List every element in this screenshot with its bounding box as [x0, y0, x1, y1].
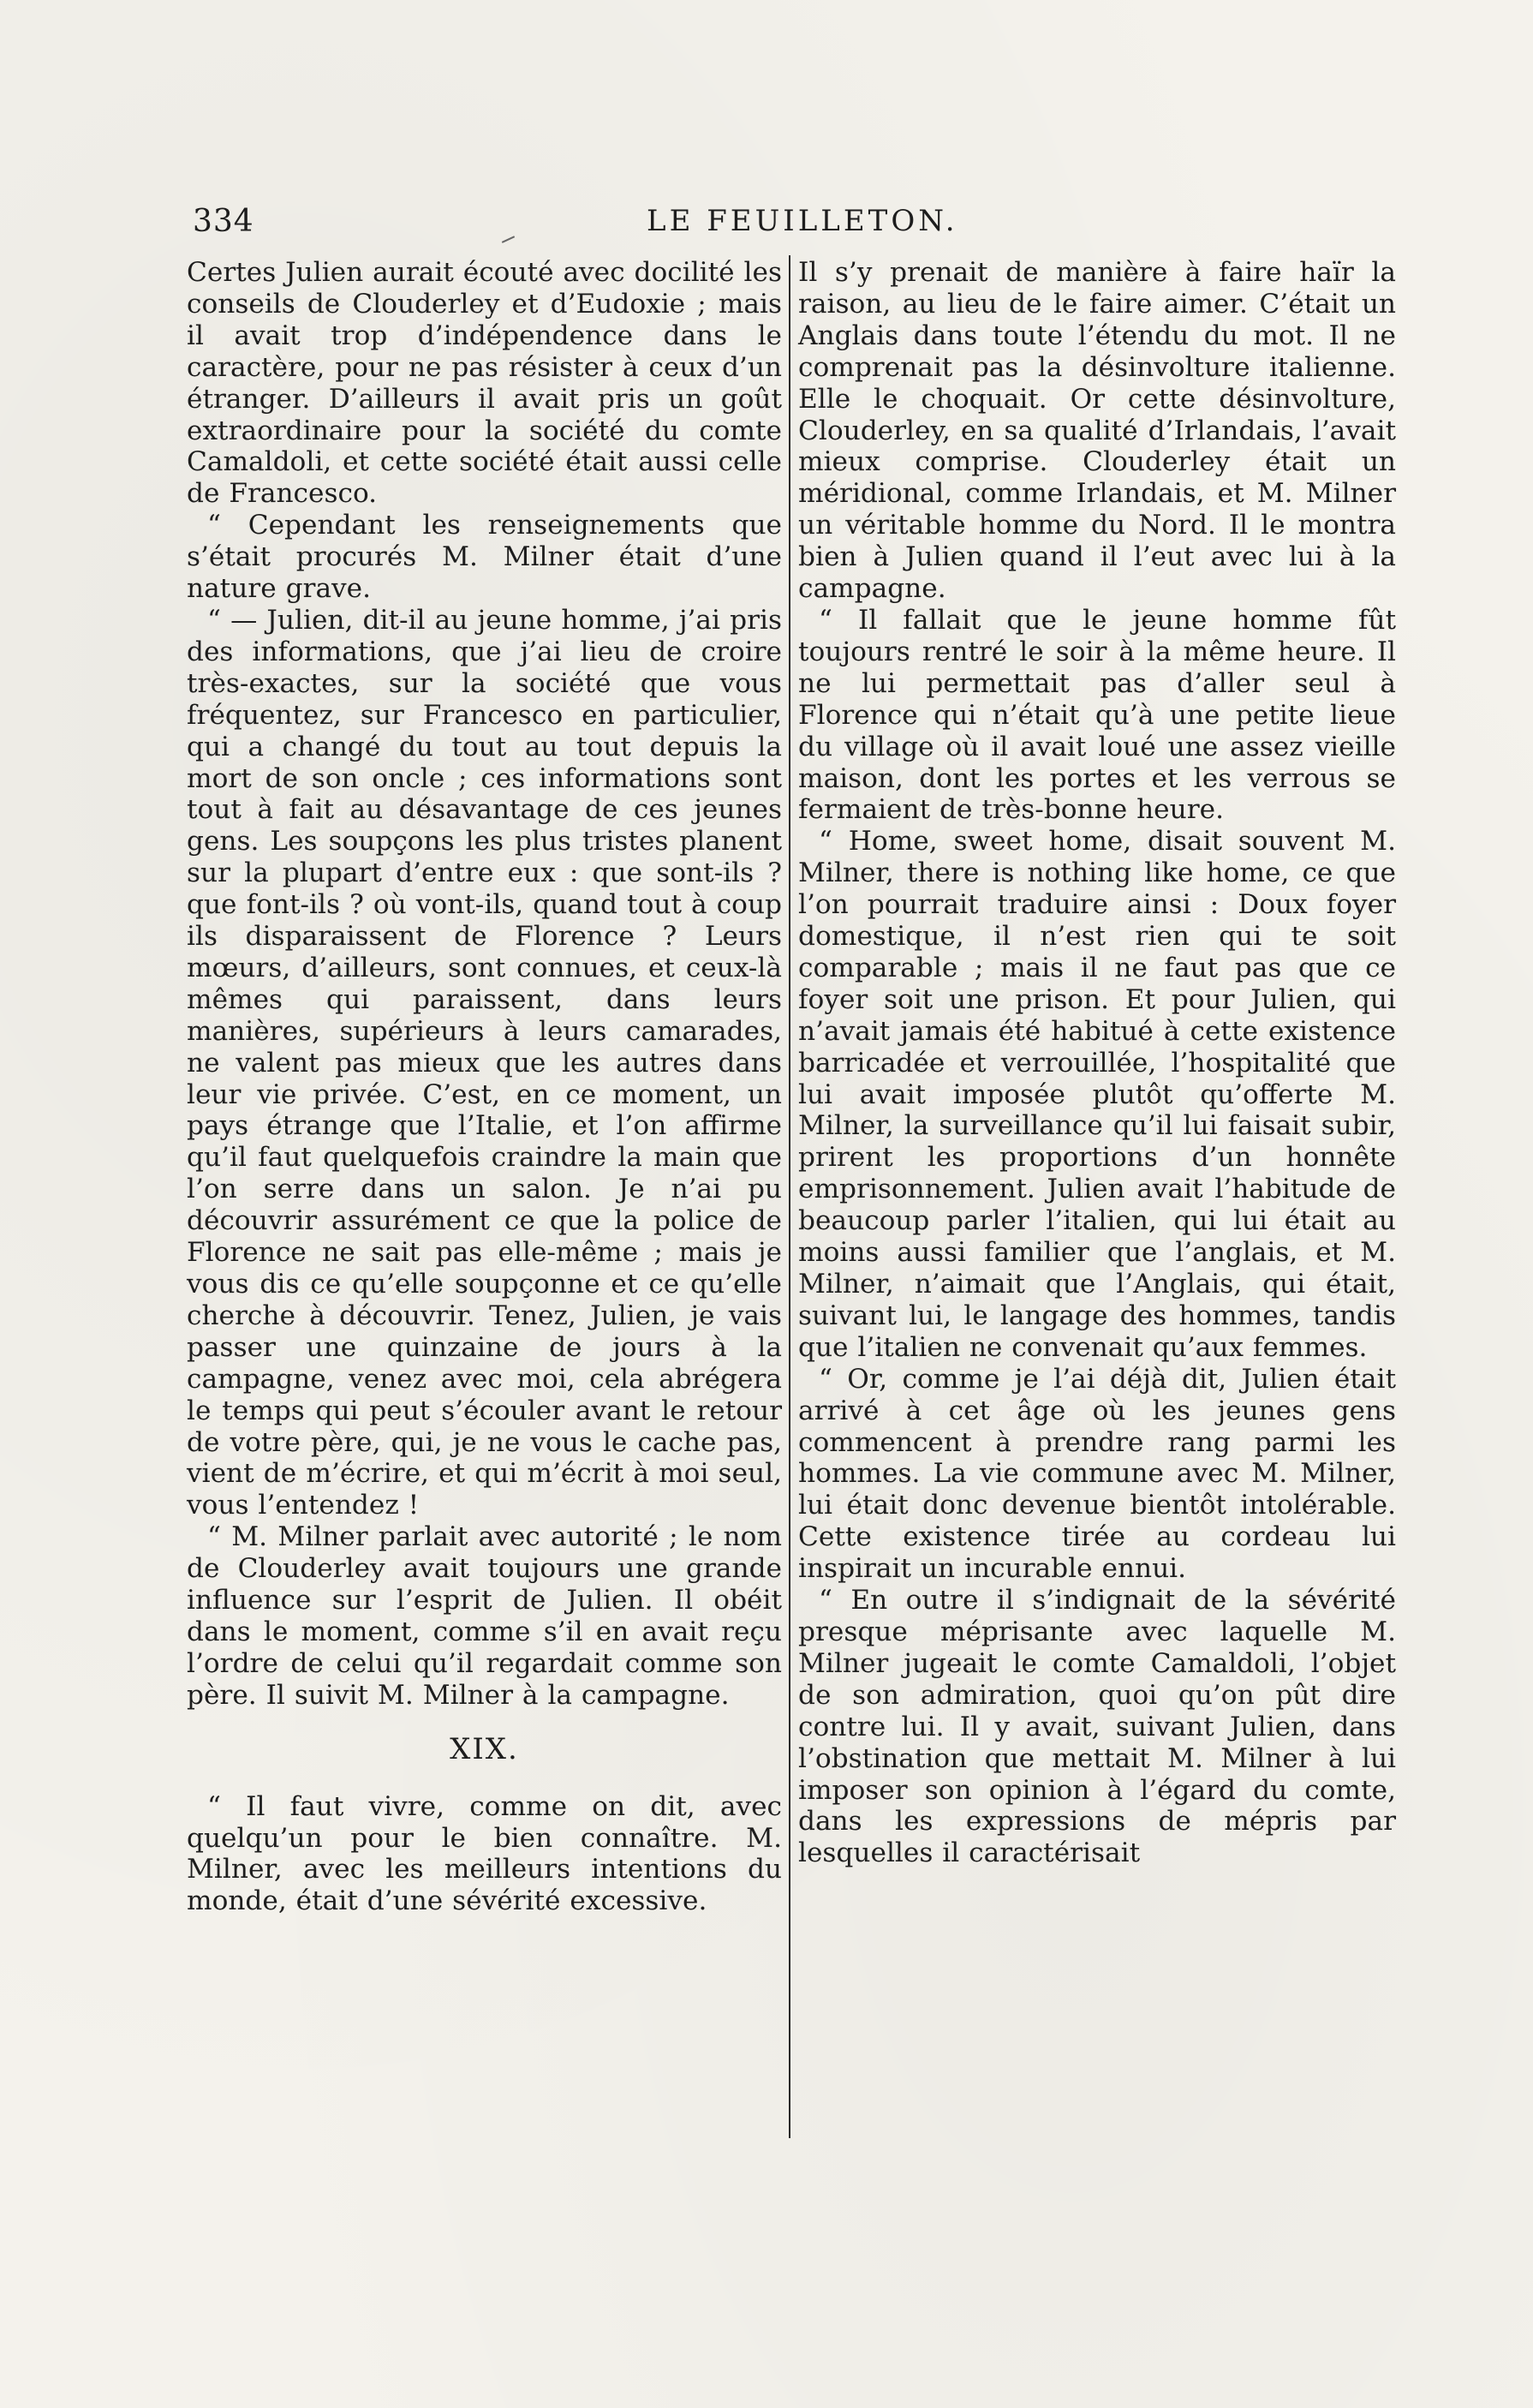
- column-divider: [789, 255, 790, 2138]
- paragraph: “ En outre il s’indignait de la sévérité presque méprisante avec laquelle M. Milner jugeait le comte Camaldoli, l’objet de son admiration, quoi qu’on pût dire contre lui. Il y avait, suivant Julien, dans l’obstination que mettait M. Milner à lui imposer son opinion à l’égard du comte, dans les expressions de mépris par lesquelles il caractérisait: [798, 1585, 1396, 1869]
- right-column: [798, 257, 1396, 1869]
- paragraph: “ Or, comme je l’ai déjà dit, Julien était arrivé à cet âge où les jeunes gens commencent à prendre rang parmi les hommes. La vie commune avec M. Milner, lui était donc devenue bientôt intolérable. Cette existence tirée au cordeau lui inspirait un incurable ennui.: [798, 1363, 1396, 1585]
- left-column: [187, 257, 782, 1917]
- paragraph: Il s’y prenait de manière à faire haïr la raison, au lieu de le faire aimer. C’était un Anglais dans toute l’étendu du mot. Il ne comprenait pas la désinvolture italienne. Elle le choquait. Or cette désinvolture, Clouderley, en sa qualité d’Irlandais, l’avait mieux comprise. Clouderley était un méridional, comme Irlandais, et M. Milner un véritable homme du Nord. Il le montra bien à Julien quand il l’eut avec lui à la campagne.: [798, 257, 1396, 605]
- paragraph: “ Il faut vivre, comme on dit, avec quelqu’un pour le bien connaître. M. Milner, avec les meilleurs intentions du monde, était d’une sévérité excessive.: [187, 1790, 782, 1917]
- paragraph: “ Cependant les renseignements que s’était procurés M. Milner était d’une nature grave.: [187, 510, 782, 605]
- paragraph: “ Il fallait que le jeune homme fût toujours rentré le soir à la même heure. Il ne lui permettait pas d’aller seul à Florence qui n’était qu’à une petite lieue du village où il avait loué une assez vieille maison, dont les portes et les verrous se fermaient de très-bonne heure.: [798, 604, 1396, 826]
- paragraph: “ M. Milner parlait avec autorité ; le nom de Clouderley avait toujours une grande influence sur l’esprit de Julien. Il obéit dans le moment, comme s’il en avait reçu l’ordre de celui qu’il regardait comme son père. Il suivit M. Milner à la campagne.: [187, 1521, 782, 1711]
- paragraph: Certes Julien aurait écouté avec docilité les conseils de Clouderley et d’Eudoxie ; mais il avait trop d’indépendence dans le caractère, pour ne pas résister à ceux d’un étranger. D’ailleurs il avait pris un goût extraordinaire pour la société du comte Camaldoli, et cette société était aussi celle de Francesco.: [187, 257, 782, 510]
- page-header: [193, 204, 1396, 247]
- page-number: 334: [193, 204, 254, 239]
- paragraph: “ Home, sweet home, disait souvent M. Milner, there is nothing like home, ce que l’on pourrait traduire ainsi : Doux foyer domestique, il n’est rien qui te soit comparable ; mais il ne faut pas que ce foyer soit une prison. Et pour Julien, qui n’avait jamais été habitué à cette existence barricadée et verrouillée, l’hospitalité que lui avait imposée plutôt qu’offerte M. Milner, la surveillance qu’il lui faisait subir, prirent les proportions d’un honnête emprisonnement. Julien avait l’habitude de beaucoup parler l’italien, qui lui était au moins aussi familier que l’anglais, et M. Milner, n’aimait que l’Anglais, qui était, suivant lui, le langage des hommes, tandis que l’italien ne convenait qu’aux femmes.: [798, 826, 1396, 1363]
- running-title: LE FEUILLETON.: [647, 204, 958, 238]
- section-heading: XIX.: [450, 1731, 519, 1766]
- paragraph: “ — Julien, dit-il au jeune homme, j’ai pris des informations, que j’ai lieu de croire très-exactes, sur la société que vous fréquentez, sur Francesco en particulier, qui a changé du tout au tout depuis la mort de son oncle ; ces informations sont tout à fait au désavantage de ces jeunes gens. Les soupçons les plus tristes planent sur la plupart d’entre eux : que sont-ils ? que font-ils ? où vont-ils, quand tout à coup ils disparaissent de Florence ? Leurs mœurs, d’ailleurs, sont connues, et ceux-là mêmes qui paraissent, dans leurs manières, supérieurs à leurs camarades, ne valent pas mieux que les autres dans leur vie privée. C’est, en ce moment, un pays étrange que l’Italie, et l’on affirme qu’il faut quelquefois craindre la main que l’on serre dans un salon. Je n’ai pu découvrir assurément ce que la police de Florence ne sait pas elle-même ; mais je vous dis ce qu’elle soupçonne et ce qu’elle cherche à découvrir. Tenez, Julien, je vais passer une quinzaine de jours à la campagne, venez avec moi, cela abrégera le temps qui peut s’écouler avant le retour de votre père, qui, je ne vous le cache pas, vient de m’écrire, et qui m’écrit à moi seul, vous l’entendez !: [187, 604, 782, 1521]
